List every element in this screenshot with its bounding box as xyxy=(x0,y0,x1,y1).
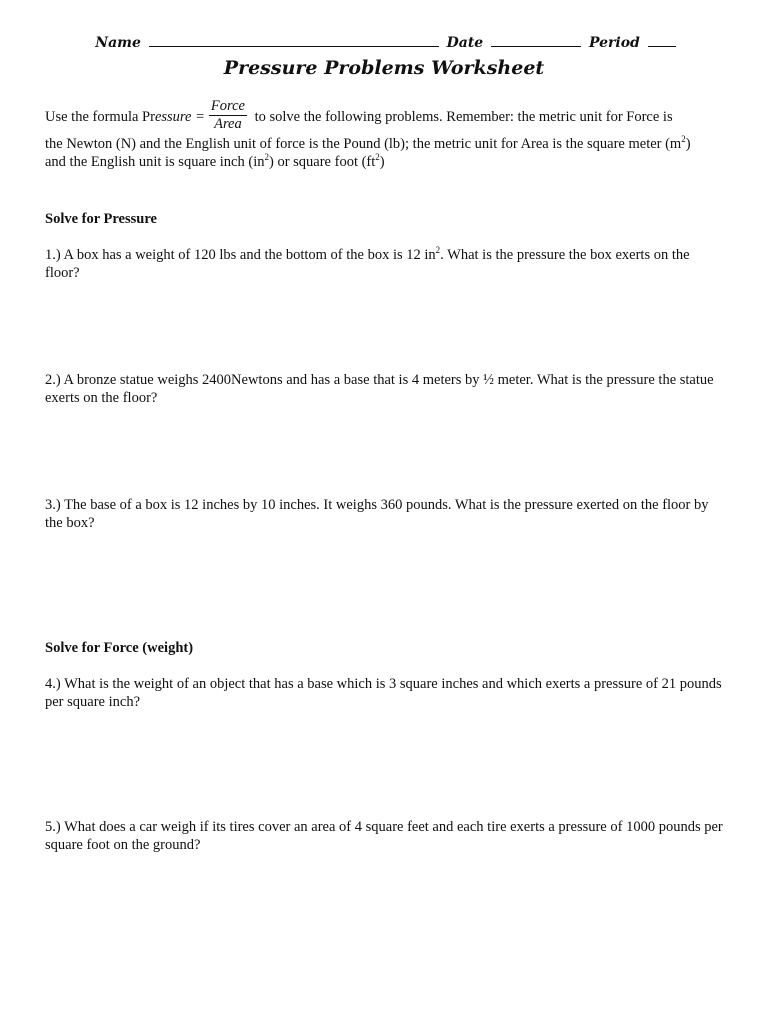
intro-line-2-end: ) xyxy=(685,136,691,152)
intro-line-3 xyxy=(45,153,725,171)
problem-1-text: 1.) A box has a weight of 120 lbs and the bottom of the box is 12 in xyxy=(45,247,436,263)
name-blank[interactable] xyxy=(149,34,439,47)
period-blank[interactable] xyxy=(648,34,676,47)
intro-paragraph xyxy=(45,100,725,171)
intro-line-1 xyxy=(45,100,725,135)
section-heading-force: Solve for Force (weight) xyxy=(45,640,194,656)
formula-lhs-pr: Pr xyxy=(142,108,155,125)
section-heading-pressure: Solve for Pressure xyxy=(45,211,157,227)
intro-line-3-end: ) xyxy=(379,154,385,170)
formula-lhs: essure = xyxy=(154,108,205,125)
period-label: Period xyxy=(588,35,640,51)
name-date-period-header xyxy=(0,34,768,51)
superscript: 2 xyxy=(435,245,441,256)
worksheet-title: Pressure Problems Worksheet xyxy=(223,57,545,79)
problem-2: 2.) A bronze statue weighs 2400Newtons and has a base that is 4 meters by ½ meter. What is the pressure the statue exerts on the floor? xyxy=(45,372,714,406)
problem-1-question: . What is the pressure the box exerts on the floor? xyxy=(45,247,690,281)
problem-3: 3.) The base of a box is 12 inches by 10 inches. It weighs 360 pounds. What is the pressure exerted on the floor by the box? xyxy=(45,497,709,531)
problem-4: 4.) What is the weight of an object that has a base which is 3 square inches and which exerts a pressure of 21 pounds per square inch? xyxy=(45,676,722,710)
intro-text-before: Use the formula xyxy=(45,108,143,125)
name-label: Name xyxy=(95,35,141,51)
problem-5: 5.) What does a car weigh if its tires cover an area of 4 square feet and each tire exerts a pressure of 1000 pounds per square foot on the ground? xyxy=(45,819,723,853)
intro-line-2 xyxy=(45,135,725,153)
formula-denominator: Area xyxy=(214,116,242,132)
date-label: Date xyxy=(446,35,484,51)
superscript: 2 xyxy=(375,152,380,163)
formula-numerator: Force xyxy=(210,98,245,114)
intro-text-after: to solve the following problems. Remember: the metric unit for Force is xyxy=(250,108,673,125)
superscript: 2 xyxy=(264,152,269,163)
pressure-formula-fraction xyxy=(209,98,247,133)
problem-1 xyxy=(45,246,725,282)
intro-line-2-text: the Newton (N) and the English unit of force is the Pound (lb); the metric unit for Area is the square meter (m xyxy=(45,136,682,152)
superscript: 2 xyxy=(681,134,686,145)
intro-line-3-text: and the English unit is square inch (in xyxy=(45,154,265,170)
intro-line-3-mid: ) or square foot (ft xyxy=(268,154,376,170)
date-blank[interactable] xyxy=(491,34,581,47)
